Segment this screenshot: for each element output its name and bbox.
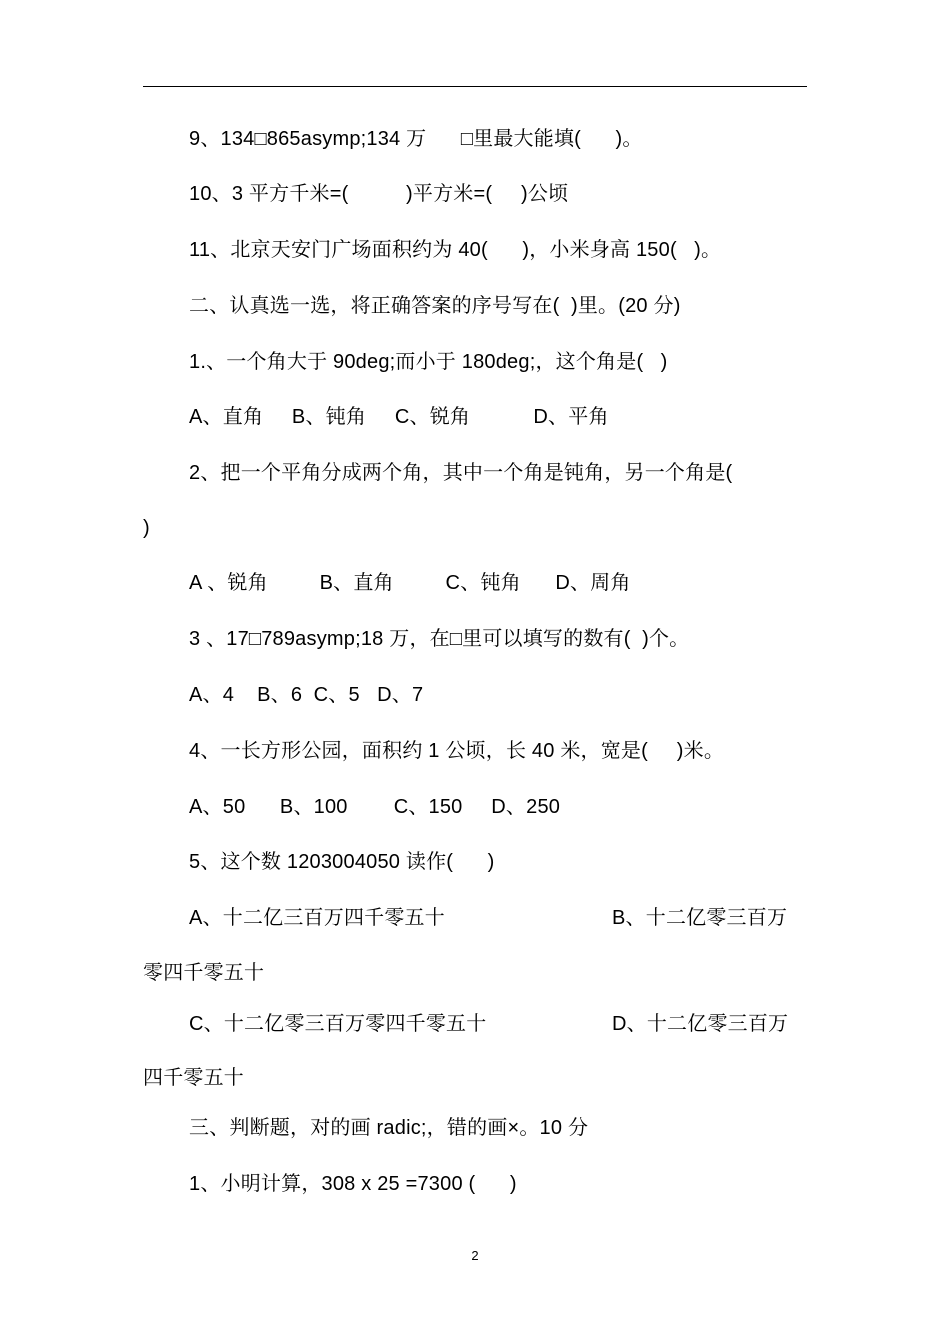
choice-question-3: 3 、17□789asymp;18 万，在□里可以填写的数有( )个。 <box>189 628 690 650</box>
choice-question-4: 4、一长方形公园，面积约 1 公顷，长 40 米，宽是( )米。 <box>189 740 725 762</box>
choice-question-1: 1.、一个角大于 90deg;而小于 180deg;，这个角是( ) <box>189 351 668 373</box>
question-11: 11、北京天安门广场面积约为 40( )，小米身高 150( )。 <box>189 239 722 261</box>
choice-5-option-d: D、十二亿零三百万 <box>612 1013 789 1035</box>
choice-options-2: A 、锐角 B、直角 C、钝角 D、周角 <box>189 572 631 594</box>
choice-question-5: 5、这个数 1203004050 读作( ) <box>189 851 495 873</box>
choice-5-option-d-cont: 四千零五十 <box>143 1067 244 1089</box>
choice-options-1: A、直角 B、钝角 C、锐角 D、平角 <box>189 406 609 428</box>
choice-options-3: A、4 B、6 C、5 D、7 <box>189 684 424 706</box>
section-3-heading: 三、判断题，对的画 radic;，错的画×。10 分 <box>189 1117 589 1139</box>
choice-5-option-c: C、十二亿零三百万零四千零五十 <box>189 1013 487 1035</box>
judge-question-1: 1、小明计算，308 x 25 =7300 ( ) <box>189 1173 517 1195</box>
section-2-heading: 二、认真选一选，将正确答案的序号写在( )里。(20 分) <box>189 295 681 317</box>
question-10: 10、3 平方千米=( )平方米=( )公顷 <box>189 183 569 205</box>
choice-5-option-b: B、十二亿零三百万 <box>612 907 788 929</box>
choice-5-option-a: A、十二亿三百万四千零五十 <box>189 907 445 929</box>
choice-question-2-cont: ) <box>143 517 150 539</box>
choice-5-option-b-cont: 零四千零五十 <box>143 962 265 984</box>
question-9: 9、134□865asymp;134 万 □里最大能填( )。 <box>189 128 643 150</box>
choice-options-4: A、50 B、100 C、150 D、250 <box>189 796 561 818</box>
choice-question-2: 2、把一个平角分成两个角，其中一个角是钝角，另一个角是( <box>189 462 733 484</box>
header-rule <box>143 86 807 87</box>
page-number: 2 <box>471 1248 479 1263</box>
